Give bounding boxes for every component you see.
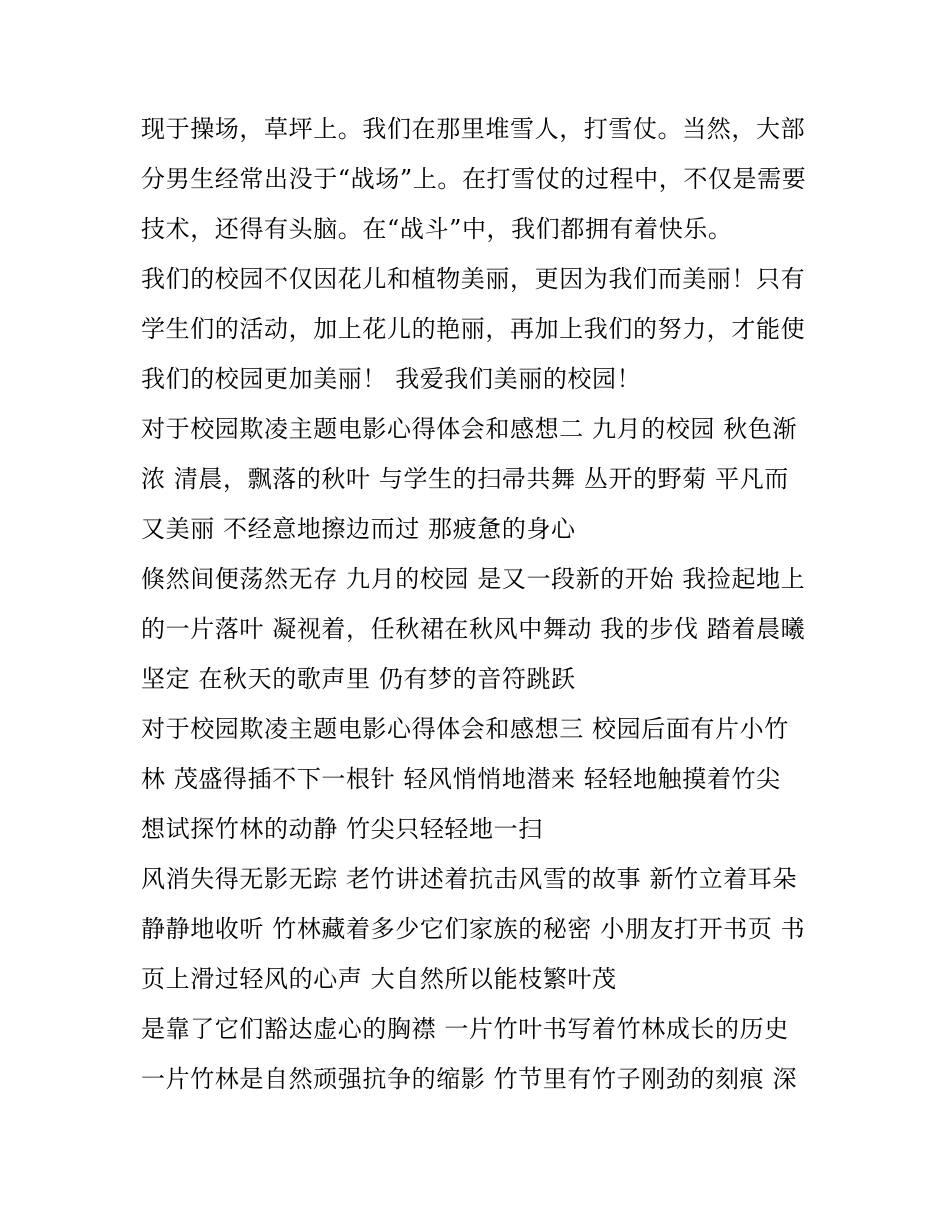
text-line: 学生们的活动，加上花儿的艳丽，再加上我们的努力，才能使 <box>141 315 806 343</box>
text-line: 页上滑过轻风的心声 大自然所以能枝繁叶茂 <box>141 965 617 993</box>
text-line: 我们的校园更加美丽！ 我爱我们美丽的校园！ <box>141 365 642 393</box>
text-line: 是靠了它们豁达虚心的胸襟 一片竹叶书写着竹林成长的历史 <box>141 1015 789 1043</box>
document-body <box>141 104 821 1104</box>
text-line: 想试探竹林的动静 竹尖只轻轻地一扫 <box>141 815 543 843</box>
text-line: 的一片落叶 凝视着，任秋裙在秋风中舞动 我的步伐 踏着晨曦 <box>141 615 806 643</box>
text-line: 我们的校园不仅因花儿和植物美丽，更因为我们而美丽！只有 <box>141 265 806 293</box>
text-line: 分男生经常出没于“战场”上。在打雪仗的过程中，不仅是需要 <box>141 165 807 193</box>
text-line: 静静地收听 竹林藏着多少它们家族的秘密 小朋友打开书页 书 <box>141 915 806 943</box>
text-line: 对于校园欺凌主题电影心得体会和感想三 校园后面有片小竹 <box>141 715 789 743</box>
text-line: 又美丽 不经意地擦边而过 那疲惫的身心 <box>141 515 576 543</box>
text-line: 浓 清晨，飘落的秋叶 与学生的扫帚共舞 丛开的野菊 平凡而 <box>141 465 789 493</box>
text-line: 林 茂盛得插不下一根针 轻风悄悄地潜来 轻轻地触摸着竹尖 <box>141 765 781 793</box>
text-line: 一片竹林是自然顽强抗争的缩影 竹节里有竹子刚劲的刻痕 深 <box>141 1065 798 1093</box>
text-line: 风消失得无影无踪 老竹讲述着抗击风雪的故事 新竹立着耳朵 <box>141 865 798 893</box>
text-line: 技术，还得有头脑。在“战斗”中，我们都拥有着快乐。 <box>141 215 733 243</box>
text-line: 坚定 在秋天的歌声里 仍有梦的音符跳跃 <box>141 665 576 693</box>
text-line: 对于校园欺凌主题电影心得体会和感想二 九月的校园 秋色渐 <box>141 415 798 443</box>
text-line: 倏然间便荡然无存 九月的校园 是又一段新的开始 我捡起地上 <box>141 565 806 593</box>
text-line: 现于操场，草坪上。我们在那里堆雪人，打雪仗。当然，大部 <box>141 115 806 143</box>
